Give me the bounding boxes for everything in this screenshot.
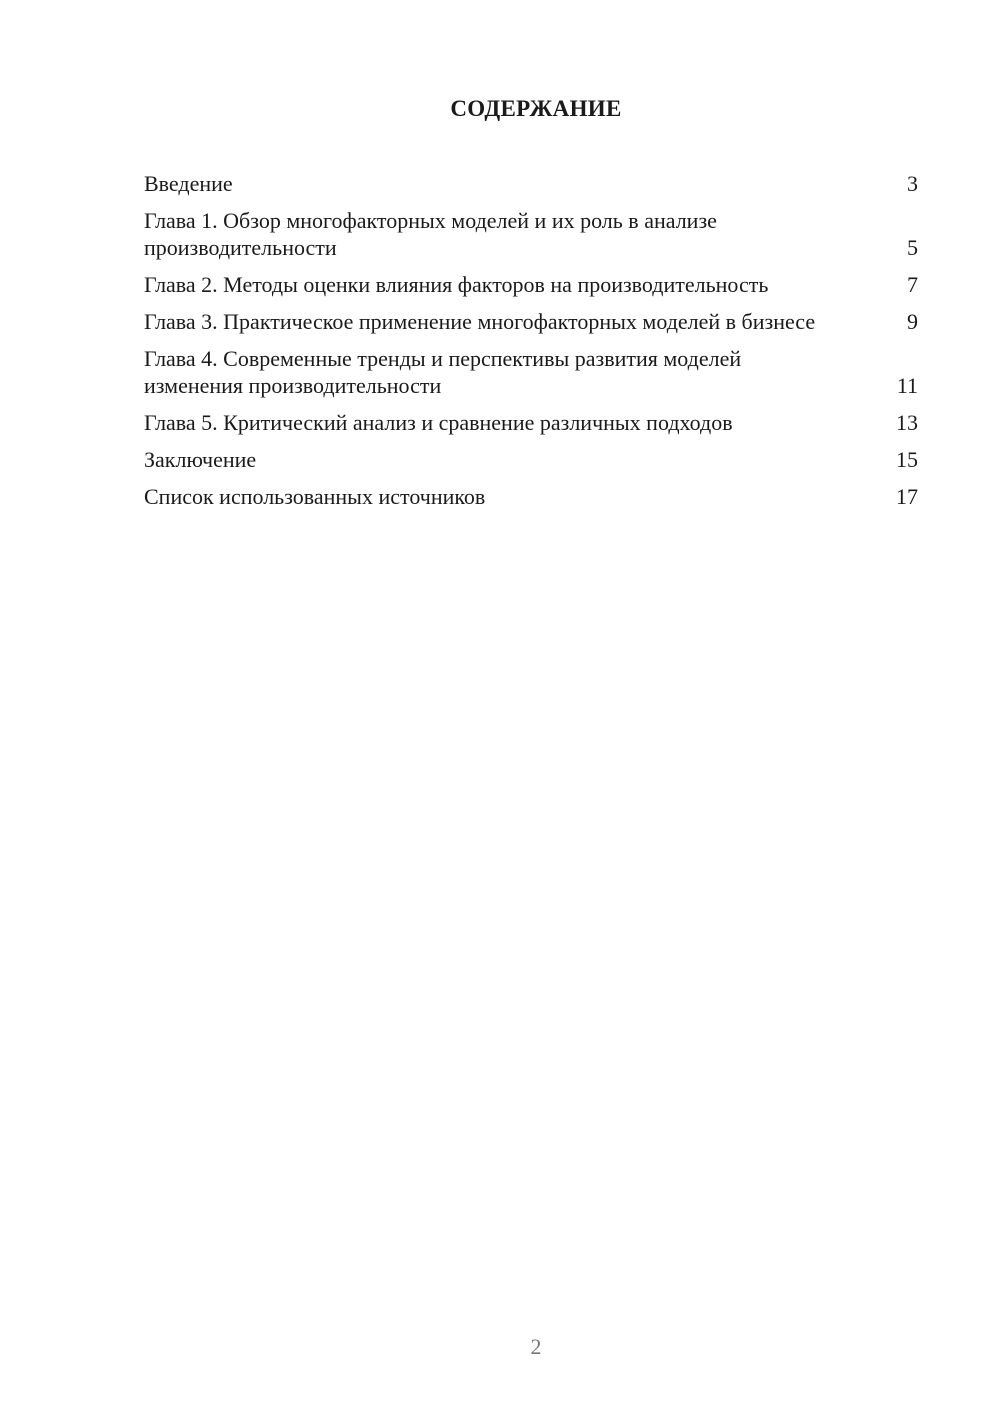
page-title: СОДЕРЖАНИЕ <box>450 96 622 121</box>
toc-entry-text: Глава 2. Методы оценки влияния факторов на производительность <box>144 272 769 297</box>
toc-entry-introduction[interactable] <box>144 170 918 197</box>
toc-entry-chapter-3[interactable] <box>144 308 918 335</box>
toc-entry-text: Список использованных источников <box>144 484 486 509</box>
page-number: 2 <box>530 1334 542 1359</box>
toc-entry-text: Глава 5. Критический анализ и сравнение различных подходов <box>144 410 733 435</box>
toc-entry-page: 9 <box>907 309 918 334</box>
toc-entry-chapter-2[interactable] <box>144 271 918 298</box>
toc-entry-page: 5 <box>907 235 918 260</box>
toc-entry-text: Введение <box>144 171 233 196</box>
toc-entry-text: Глава 4. Современные тренды и перспективы развития моделей изменения производительности <box>144 346 742 398</box>
table-of-contents <box>144 170 918 520</box>
toc-entry-chapter-1[interactable] <box>144 207 918 261</box>
toc-entry-chapter-4[interactable] <box>144 345 918 399</box>
toc-entry-page: 17 <box>896 484 918 509</box>
toc-entry-conclusion[interactable] <box>144 446 918 473</box>
toc-entry-chapter-5[interactable] <box>144 409 918 436</box>
toc-entry-page: 3 <box>907 171 918 196</box>
toc-entry-page: 7 <box>907 272 918 297</box>
toc-entry-page: 13 <box>896 410 918 435</box>
toc-entry-text: Заключение <box>144 447 257 472</box>
toc-entry-page: 15 <box>896 447 918 472</box>
toc-entry-page: 11 <box>896 373 918 398</box>
toc-entry-references[interactable] <box>144 483 918 510</box>
toc-entry-text: Глава 3. Практическое применение многофакторных моделей в бизнесе <box>144 309 816 334</box>
toc-entry-text: Глава 1. Обзор многофакторных моделей и их роль в анализе производительности <box>144 208 717 260</box>
